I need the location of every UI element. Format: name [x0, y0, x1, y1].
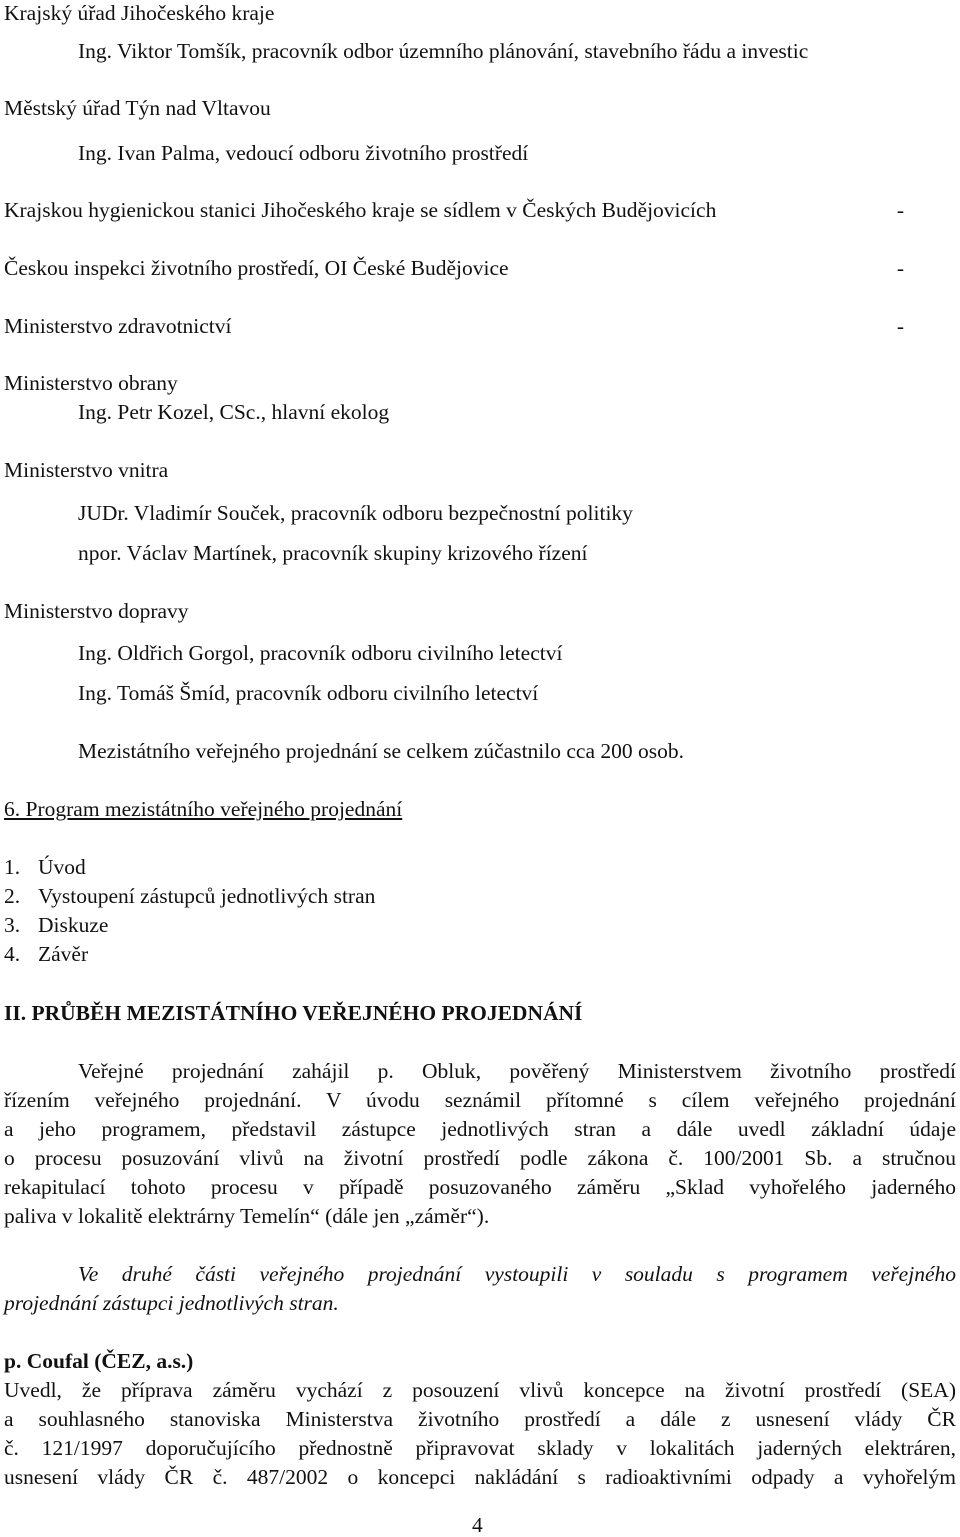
paragraph-line: rekapitulací tohoto procesu v případě posuzovaného záměru „Sklad vyhořelého jaderného [4, 1175, 956, 1199]
paragraph-line: a souhlasného stanoviska Ministerstva životního prostředí a dále z usnesení vlády ČR [4, 1407, 956, 1431]
paragraph-line: řízením veřejného projednání. V úvodu seznámil přítomné s cílem veřejného projednání [4, 1088, 956, 1112]
program-item [4, 857, 86, 879]
paragraph-line: o procesu posuzování vlivů na životní prostředí podle zákona č. 100/2001 Sb. a stručnou [4, 1146, 956, 1170]
authority-krajsky-urad: Krajský úřad Jihočeského kraje [4, 1, 275, 25]
program-item-number: 3. [4, 913, 21, 937]
program-item-number: 2. [4, 884, 21, 908]
authority-mo: Ministerstvo obrany [4, 371, 178, 395]
attendee-soucek: JUDr. Vladimír Souček, pracovník odboru bezpečnostní politiky [78, 501, 633, 525]
program-item [4, 944, 88, 966]
program-item-text: Diskuze [38, 913, 109, 937]
program-item-number: 4. [4, 942, 21, 966]
section-heading: II. PRŮBĚH MEZISTÁTNÍHO VEŘEJNÉHO PROJEDNÁNÍ [4, 1001, 583, 1025]
program-item-text: Úvod [38, 855, 86, 879]
program-item [4, 915, 108, 937]
program-item [4, 886, 375, 908]
attendee-palma: Ing. Ivan Palma, vedoucí odboru životního prostředí [78, 141, 529, 165]
program-item-number: 1. [4, 855, 21, 879]
dash-marker: - [896, 314, 904, 338]
authority-khs: Krajskou hygienickou stanici Jihočeského kraje se sídlem v Českých Budějovicích [4, 198, 717, 222]
dash-marker: - [896, 198, 904, 222]
attendee-gorgol: Ing. Oldřich Gorgol, pracovník odboru civilního letectví [78, 641, 563, 665]
attendee-martinek: npor. Václav Martínek, pracovník skupiny krizového řízení [78, 541, 588, 565]
program-item-text: Závěr [38, 942, 89, 966]
attendee-smid: Ing. Tomáš Šmíd, pracovník odboru civilního letectví [78, 681, 539, 705]
paragraph-line: Veřejné projednání zahájil p. Obluk, pověřený Ministerstvem životního prostředí [78, 1059, 956, 1083]
speaker-name: p. Coufal (ČEZ, a.s.) [4, 1349, 194, 1373]
program-heading: 6. Program mezistátního veřejného projednání [4, 797, 403, 821]
authority-md: Ministerstvo dopravy [4, 599, 189, 623]
page-number: 4 [472, 1513, 483, 1537]
authority-cizp: Českou inspekci životního prostředí, OI České Budějovice [4, 256, 509, 280]
authority-mzd: Ministerstvo zdravotnictví [4, 314, 232, 338]
authority-mestsky-urad: Městský úřad Týn nad Vltavou [4, 96, 271, 120]
program-item-text: Vystoupení zástupců jednotlivých stran [38, 884, 376, 908]
paragraph-line: paliva v lokalitě elektrárny Temelín“ (dále jen „záměr“). [4, 1204, 490, 1228]
paragraph-line: a jeho programem, představil zástupce jednotlivých stran a dále uvedl základní údaje [4, 1117, 956, 1141]
italic-paragraph-line: projednání zástupci jednotlivých stran. [4, 1291, 339, 1315]
italic-paragraph-line: Ve druhé části veřejného projednání vystoupili v souladu s programem veřejného [78, 1262, 956, 1286]
attendee-tomsik: Ing. Viktor Tomšík, pracovník odbor územního plánování, stavebního řádu a investic [78, 39, 809, 63]
dash-marker: - [896, 256, 904, 280]
paragraph-line: usnesení vlády ČR č. 487/2002 o koncepci nakládání s radioaktivními odpady a vyhořelým [4, 1465, 956, 1489]
attendance-summary: Mezistátního veřejného projednání se celkem zúčastnilo cca 200 osob. [78, 739, 684, 763]
authority-mv: Ministerstvo vnitra [4, 458, 169, 482]
paragraph-line: č. 121/1997 doporučujícího přednostně připravovat sklady v lokalitách jaderných elektráren, [4, 1436, 956, 1460]
attendee-kozel: Ing. Petr Kozel, CSc., hlavní ekolog [78, 400, 390, 424]
paragraph-line: Uvedl, že příprava záměru vychází z posouzení vlivů koncepce na životní prostředí (SEA) [4, 1378, 956, 1402]
